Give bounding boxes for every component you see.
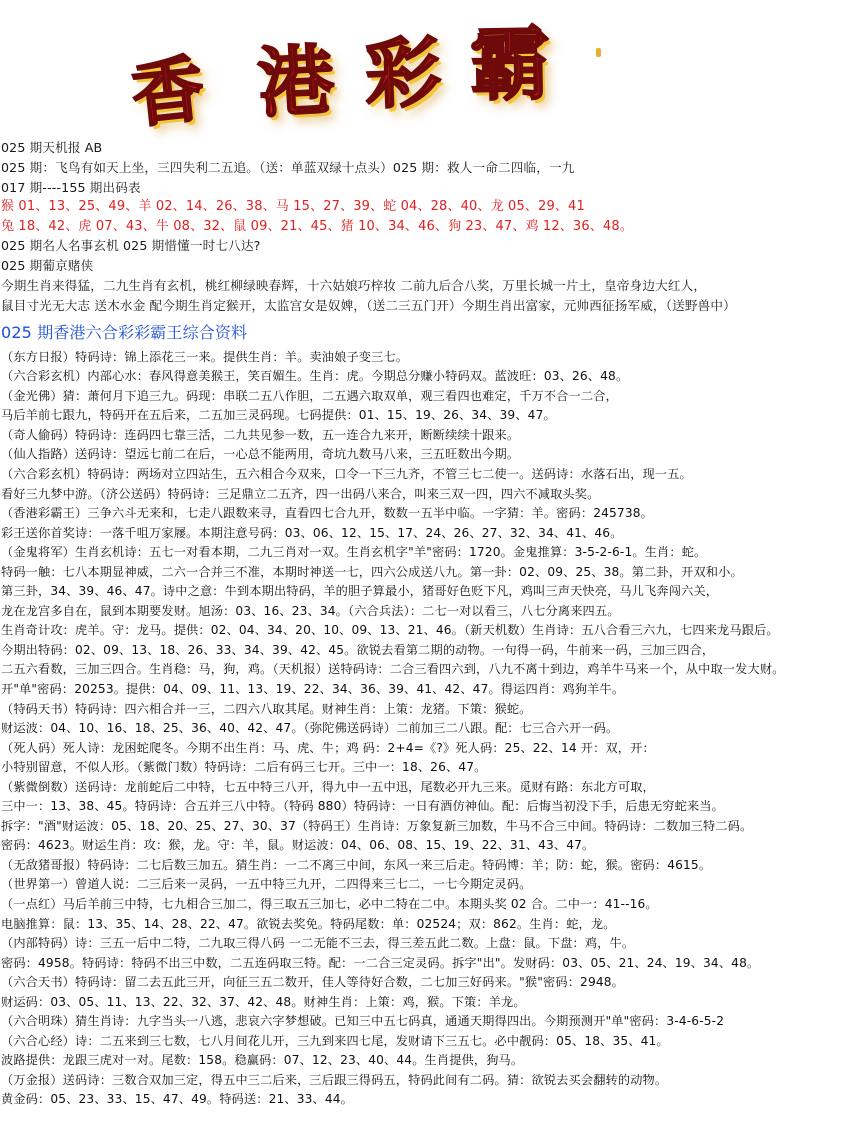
- text-line: 三中一：13、38、45。特码诗：合五并三八中特。（特码 880）特码诗：一日有酒仿神仙。配：后悔当初没下手，后患无穷蛇来当。: [1, 799, 724, 814]
- text-line: （六合天书）特码诗：留二去五此三开，向征三五二数开，佳人等待好合数，二七加三好码来。"猴"密码：2948。: [1, 975, 624, 990]
- text-line: 今期出特码：02、09、13、18、26、33、34、39、42、45。欲锐去看第二期的动物。一句得一码，牛前来一码，三加三四合，: [1, 642, 715, 657]
- text-line: 025 期葡京赌侠: [1, 258, 94, 274]
- text-line: 密码：4958。特码诗：特码不出三中数，二五连码取三特。配：一二合三定灵码。拆字"出"。发财码：03、05、21、24、19、34、48。: [1, 955, 760, 970]
- text-line: （死人码）死人诗：龙困蛇爬冬。今期不出生肖：马、虎、牛；鸡 码：2+4=《?》死人码：25、22、14 开：双，开：: [1, 740, 655, 755]
- text-line: 017 期----155 期出码表: [1, 179, 141, 195]
- article-body: [0, 138, 863, 1110]
- text-line: 财运波：04、10、16、18、25、36、40、42、47。（弥陀佛送码诗）二前加三二八跟。配：七三合六开一码。: [1, 721, 619, 736]
- text-line: 拆字："酒"财运波：05、18、20、25、27、30、37（特码王）生肖诗：万象复新三加数，牛马不合三中间。特码诗：二数加三特二码。: [1, 818, 753, 833]
- text-line: （六合彩玄机）内部心水：春风得意美猴王，笑百媚生。生肖：虎。今期总分赚小特码双。蓝波旺：03、26、48。: [1, 369, 629, 384]
- text-line: 小特别留意，不似人形。（紫微门数）特码诗：二后有码三七开。三中一：18、26、47。: [1, 760, 487, 775]
- body-lines: [0, 348, 863, 1110]
- section-title: 025 期香港六合彩彩霸王综合资料: [1, 322, 248, 342]
- text-line: （东方日报）特码诗：锦上添花三一来。提供生肖：羊。卖油娘子变三七。: [1, 349, 409, 364]
- logo-char-2: 港: [255, 35, 337, 128]
- text-line: （内部特码）诗：三五一后中二特，二九取三得八码 一二无能不三去，得三差五此二数。上盘：鼠。下盘：鸡，牛。: [1, 936, 635, 951]
- text-line: 波路提供：龙跟三虎对一对。尾数：158。稳赢码：07、12、23、40、44。生肖提供，狗马。: [1, 1053, 524, 1068]
- text-line: （无敌猪哥报）特码诗：二七后数三加五。猜生肖：一二不离三中间，东风一来三后走。特码博：羊；防：蛇，猴。密码：4615。: [1, 857, 712, 872]
- text-line: 025 期：飞鸟有如天上坐，三四失利二五追。（送：单蓝双绿十点头）025 期：救人一命二四临，一九: [1, 159, 575, 175]
- text-line: 密码：4623。财运生肖：攻：猴，龙。守：羊，鼠。财运波：04、06、08、15、19、22、31、43、47。: [1, 838, 595, 853]
- text-line: （紫微倒数）送码诗：龙前蛇后二中特，七五中特三八开，得九中一五中迅，尾数必开九三来。觅财有路：东北方可取，: [1, 779, 655, 794]
- logo-char-4: 霸: [469, 16, 551, 112]
- text-line: 马后羊前七跟九，特码开在五后来，二五加三灵码现。七码提供：01、15、19、26、34、39、47。: [1, 408, 556, 423]
- text-line: 025 期天机报 AB: [1, 140, 103, 155]
- zodiac-number-table: [0, 197, 863, 236]
- banner: [0, 0, 863, 138]
- text-line: 今期生肖来得猛，二九生肖有玄机，桃红柳绿映春辉，十六姑娘巧梓妆 二前九后合八奖，万里长城一片土，皇帝身边大红人，: [1, 278, 707, 294]
- text-line: 黄金码：05、23、33、15、47、49。特码送：21、33、44。: [1, 1092, 354, 1107]
- text-line: 彩王送你首奖诗：一落千咀万家屦。本期注意号码：03、06、12、15、17、24、26、27、32、34、41、46。: [1, 525, 623, 540]
- text-line: （金鬼将军）生肖玄机诗：五七一对看本期，二九三肖对一双。生肖玄机字"羊"密码：1720。金鬼推算：3-5-2-6-1。生肖：蛇。: [1, 545, 707, 560]
- text-line: 电脑推算：鼠：13、35、14、28、22、47。欲锐去奖免。特码尾数：单：02524；双：862。生肖：蛇，龙。: [1, 916, 616, 931]
- text-line: （香港彩霸王）三争六斗无来和，七走八跟数来寻，直看四七合九开，数数一五半中临。一字猜：羊。密码：245738。: [1, 506, 653, 521]
- text-line: （六合彩玄机）特码诗：两场对立四站生，五六相合今双来，口令一下三九齐，不管三七二使一。送码诗：水落石出，现一五。: [1, 466, 692, 481]
- zodiac-row: 兔 18、42、虎 07、43、牛 08、32、鼠 09、21、45、猪 10、34、46、狗 23、47、鸡 12、36、48。: [1, 218, 633, 234]
- text-line: （世界第一）曾道人说：二三后来一灵码，一五中特三九开，二四得来三七二，一七今期定灵码。: [1, 877, 532, 892]
- logo-char-3: 彩: [363, 27, 443, 120]
- text-line: 开"单"密码：20253。提供：04、09、11、13、19、22、34、36、39、41、42、47。得运四肖：鸡狗羊牛。: [1, 681, 625, 696]
- zodiac-row: 猴 01、13、25、49、羊 02、14、26、38、马 15、27、39、蛇 04、28、40、龙 05、29、41: [1, 199, 585, 215]
- text-line: 龙在龙宫多自在，鼠到本期要发财。旭汤：03、16、23、34。（六合兵法）：二七一对以看三，八七分离来四五。: [1, 603, 620, 618]
- logo-char-1: 香: [127, 45, 209, 138]
- text-line: 二五六看数，三加三四合。生肖稳：马，狗，鸡。（天机报）送特码诗：二合三看四六到，八九不离十到边，鸡羊牛马来一个，从中取一发大财。: [1, 662, 785, 677]
- text-line: 鼠目寸光无大志 送木水金 配今期生肖定猴开，太监宫女是奴婢，（送二三五门开）今期生肖出富家，元帅西征扬军威，（送野兽中）: [1, 297, 736, 313]
- text-line: 生肖奇计攻：虎羊。守：龙马。提供：02、04、34、20、10、09、13、21、46。（新天机数）生肖诗：五八合看三六九，七四来龙马跟后。: [1, 623, 779, 638]
- text-line: 特码一触：七八本期显神威，二六一合并三不准，本期时神送一七，四六公成送八九。第一卦：02、09、25、38。第二卦，开双和小。: [1, 564, 743, 579]
- text-line: （六合明珠）猜生肖诗：九字当头一八逃，悲哀六字梦想破。已知三中五七码真，通通天期得四出。今期预测开"单"密码：3-4-6-5-2: [1, 1014, 725, 1029]
- text-line: （特码天书）特码诗：四六相合并一三，二四六八取其尾。财神生肖：上策：龙猪。下策：猴蛇。: [1, 701, 532, 716]
- text-line: （一点红）马后羊前三中特，七九相合三加二，得三取五三加七，必中二特在二中。本期头奖 02 合。二中一：41--16。: [1, 896, 658, 911]
- text-line: （奇人偷码）特码诗：连码四七靠三活，二九共见参一数，五一连合九来开，断断续续十跟来。: [1, 427, 520, 442]
- text-line: （万金报）送码诗：三数合双加三定，得五中三二后来，三后跟三得码五，特码此间有二码。猜：欲锐去买会翻转的动物。: [1, 1072, 668, 1087]
- text-line: 财运码：03、05、11、13、22、32、37、42、48。财神生肖：上策：鸡，猴。下策：羊龙。: [1, 994, 526, 1009]
- top-lines: [0, 138, 863, 197]
- logo-spark: [596, 48, 601, 57]
- text-line: 看好三九梦中游。（济公送码）特码诗：三足鼎立二五齐，四一出码八来合，叫来三双一四，四六不减取头奖。: [1, 486, 600, 501]
- text-line: （仙人指路）送码诗：望远七前二在后，一心总不能两用，奇坑九数马八来，三五旺数出今期。: [1, 447, 520, 462]
- mid-lines: [0, 236, 863, 315]
- text-line: 025 期名人名事玄机 025 期惜懂一时七八达?: [1, 238, 261, 254]
- text-line: （金光佛）猜：萧何月下追三九。码现：串联二五八作胆，二五遇六取双单，观三看四也难定，千万不合一二合，: [1, 388, 618, 403]
- text-line: （六合心经）诗：二五来到三七数，七八月间花儿开，三九到来四七尾，发财请下三五七。必中靓码：05、18、35、41。: [1, 1033, 669, 1048]
- text-line: 第三卦，34、39、46、47。诗中之意：牛到本期出特码，羊的胆子算最小，猪哥好色贬下凡，鸡叫三声天快亮，马儿飞奔闯六关，: [1, 584, 719, 599]
